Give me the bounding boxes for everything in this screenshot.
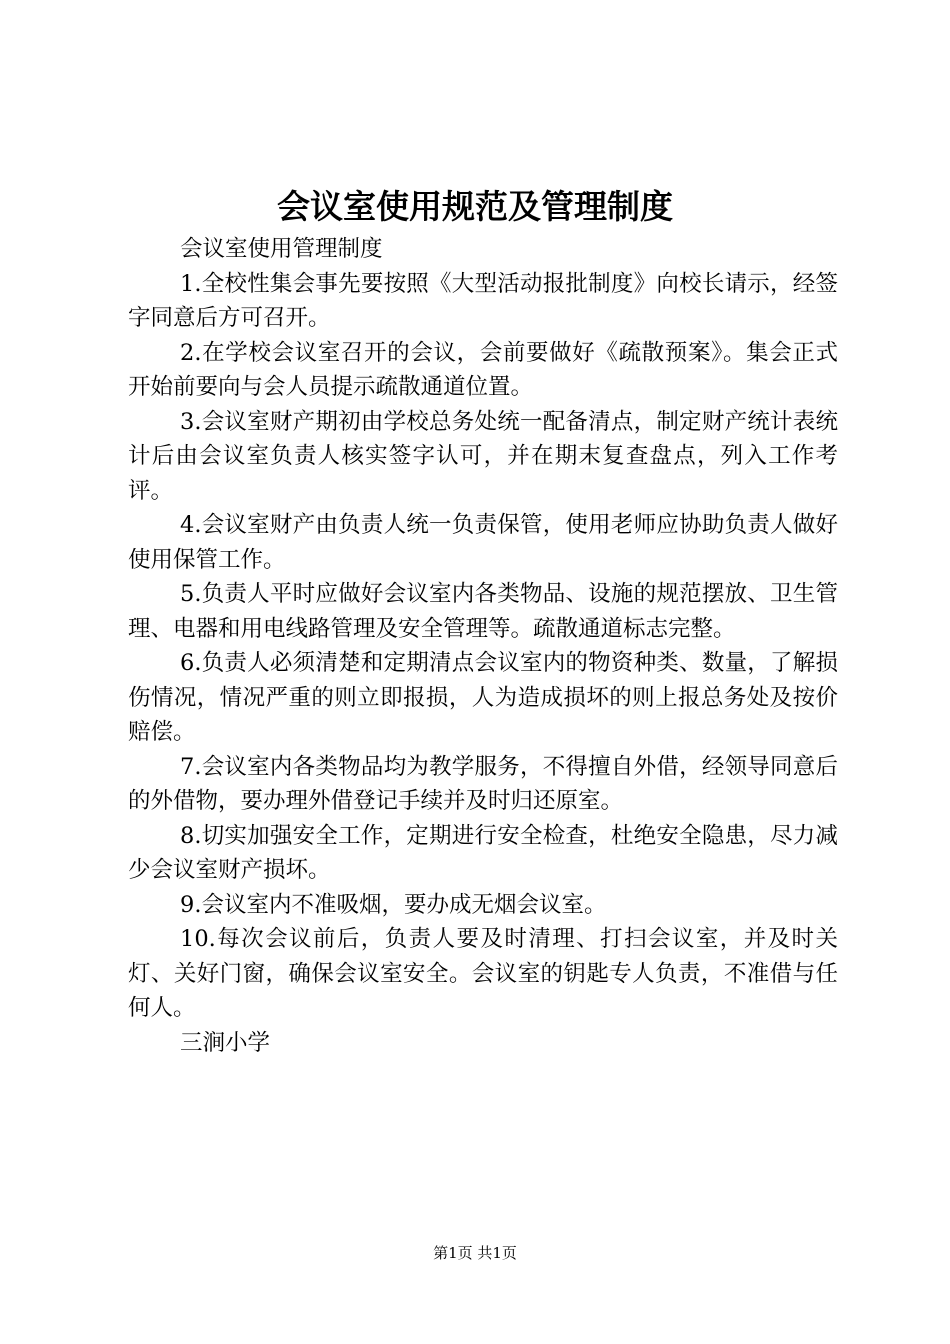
rule-paragraph-3: 3.会议室财产期初由学校总务处统一配备清点，制定财产统计表统计后由会议室负责人核实签字认可，并在期末复查盘点，列入工作考评。 bbox=[128, 408, 838, 504]
rule-paragraph-1: 1.全校性集会事先要按照《大型活动报批制度》向校长请示，经签字同意后方可召开。 bbox=[128, 270, 838, 331]
signature-paragraph: 三涧小学 bbox=[180, 1029, 271, 1056]
page-number-footer: 第1页 共1页 bbox=[433, 1244, 517, 1262]
rule-paragraph-6: 6.负责人必须清楚和定期清点会议室内的物资种类、数量，了解损伤情况，情况严重的则立即报损，人为造成损坏的则上报总务处及按价赔偿。 bbox=[128, 650, 838, 745]
rule-paragraph-8: 8.切实加强安全工作，定期进行安全检查，杜绝安全隐患，尽力减少会议室财产损坏。 bbox=[128, 822, 838, 883]
rule-paragraph-9: 9.会议室内不准吸烟，要办成无烟会议室。 bbox=[180, 891, 607, 918]
rule-paragraph-7: 7.会议室内各类物品均为教学服务，不得擅自外借，经领导同意后的外借物，要办理外借登记手续并及时归还原室。 bbox=[128, 753, 838, 814]
rule-paragraph-2: 2.在学校会议室召开的会议，会前要做好《疏散预案》。集会正式开始前要向与会人员提示疏散通道位置。 bbox=[128, 339, 838, 400]
rule-paragraph-5: 5.负责人平时应做好会议室内各类物品、设施的规范摆放、卫生管理、电器和用电线路管理及安全管理等。疏散通道标志完整。 bbox=[128, 581, 838, 642]
subtitle-paragraph: 会议室使用管理制度 bbox=[180, 236, 383, 262]
rule-paragraph-10: 10.每次会议前后，负责人要及时清理、打扫会议室，并及时关灯、关好门窗，确保会议室安全。会议室的钥匙专人负责，不准借与任何人。 bbox=[128, 926, 838, 1021]
document-title: 会议室使用规范及管理制度 bbox=[277, 187, 673, 226]
rule-paragraph-4: 4.会议室财产由负责人统一负责保管，使用老师应协助负责人做好使用保管工作。 bbox=[128, 512, 838, 573]
document-body bbox=[128, 232, 838, 1060]
